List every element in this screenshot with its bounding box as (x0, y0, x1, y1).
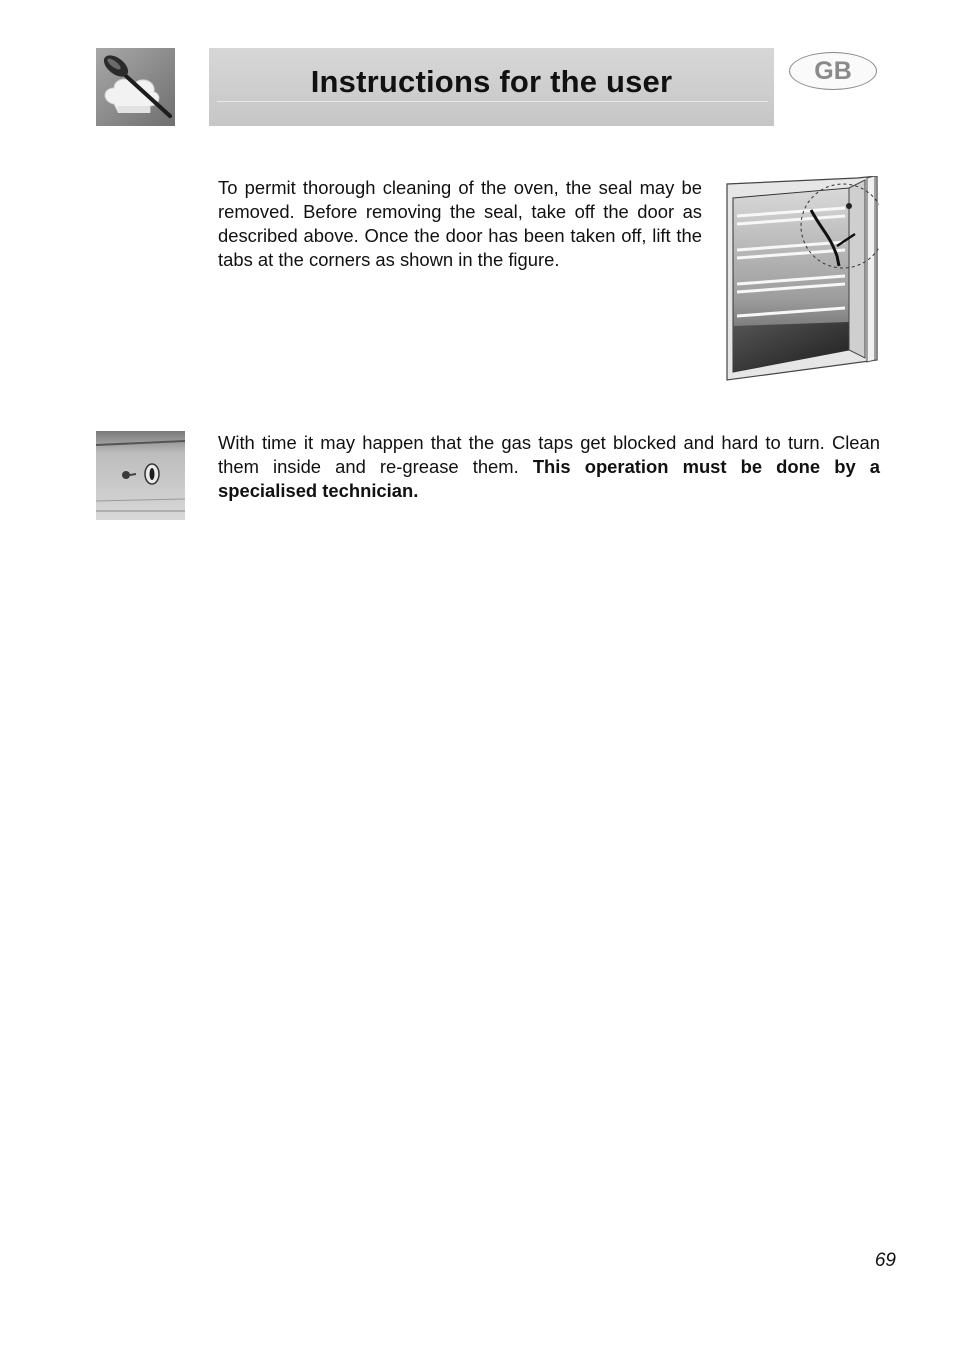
gas-taps-text: With time it may happen that the gas taps get blocked and hard to turn. Clean them inside and re-grease them. (218, 432, 880, 477)
oven-seal-figure (725, 176, 879, 382)
page-title: Instructions for the user (310, 64, 673, 99)
technician-warning: This operation must be done by a specialised technician. (218, 456, 880, 501)
gas-taps-paragraph (218, 431, 880, 503)
seal-removal-paragraph: To permit thorough cleaning of the oven, the seal may be removed. Before removing the seal, take off the door as described above. Once the door has been taken off, lift the tabs at the corners as shown in the figure. (218, 177, 702, 270)
title-divider (217, 101, 768, 102)
header-title-bar (209, 48, 774, 126)
page-number: 69 (874, 1250, 896, 1271)
chef-hat-spoon-icon (96, 48, 175, 126)
gas-tap-knob-icon (96, 431, 185, 520)
language-badge: GB (789, 52, 877, 90)
